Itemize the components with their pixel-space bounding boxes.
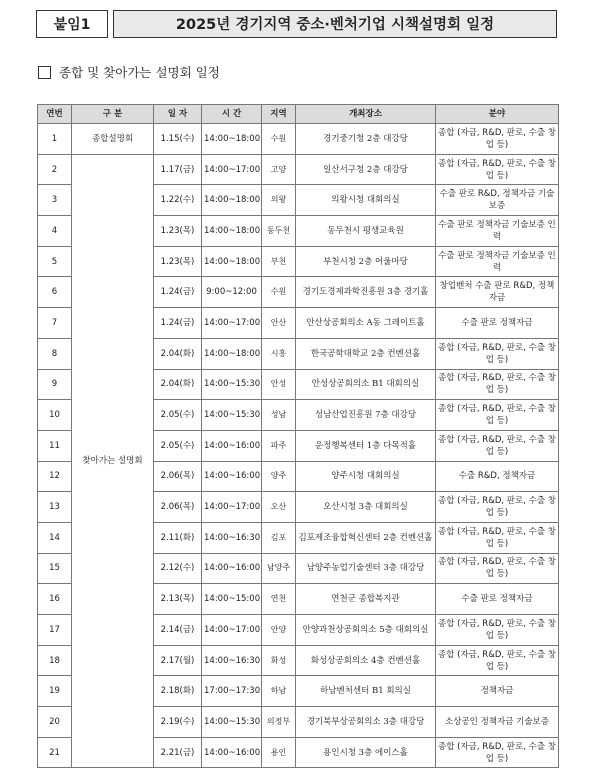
cell-date: 2.06(목) [154, 461, 202, 492]
cell-no: 2 [38, 154, 72, 185]
cell-area: 의왕 [262, 185, 296, 216]
cell-venue: 화성상공회의소 4층 컨벤션홀 [296, 645, 436, 676]
cell-field: 종합 (자금, R&D, 판로, 수출 창업 등) [436, 338, 559, 369]
cell-venue: 일산서구청 2층 대강당 [296, 154, 436, 185]
cell-no: 21 [38, 737, 72, 768]
cell-no: 12 [38, 461, 72, 492]
cell-no: 19 [38, 676, 72, 707]
cell-no: 8 [38, 338, 72, 369]
cell-area: 수원 [262, 124, 296, 155]
cell-field: 수출 판로 R&D, 정책자금 기술보증 [436, 185, 559, 216]
cell-field: 종합 (자금, R&D, 판로, 수출 창업 등) [436, 369, 559, 400]
cell-venue: 오산시청 3층 대회의실 [296, 492, 436, 523]
cell-time: 14:00~15:30 [202, 400, 262, 431]
cell-area: 남양주 [262, 553, 296, 584]
cell-venue: 안산상공회의소 A동 그레이트홀 [296, 308, 436, 339]
cell-field: 종합 (자금, R&D, 판로, 수출 창업 등) [436, 430, 559, 461]
cell-date: 2.04(화) [154, 338, 202, 369]
cell-venue: 연천군 종합복지관 [296, 584, 436, 615]
cell-no: 18 [38, 645, 72, 676]
cell-field: 정책자금 [436, 676, 559, 707]
cell-field: 종합 (자금, R&D, 판로, 수출 창업 등) [436, 400, 559, 431]
cell-no: 4 [38, 216, 72, 247]
cell-date: 2.18(화) [154, 676, 202, 707]
cell-date: 1.23(목) [154, 216, 202, 247]
cell-area: 성남 [262, 400, 296, 431]
cell-category: 종합설명회 [72, 124, 154, 155]
cell-time: 17:00~17:30 [202, 676, 262, 707]
cell-venue: 성남산업진흥원 7층 대강당 [296, 400, 436, 431]
cell-time: 14:00~17:00 [202, 154, 262, 185]
cell-no: 10 [38, 400, 72, 431]
cell-no: 1 [38, 124, 72, 155]
cell-time: 14:00~15:30 [202, 707, 262, 738]
cell-time: 14:00~16:00 [202, 737, 262, 768]
cell-venue: 용인시청 3층 에이스홀 [296, 737, 436, 768]
cell-no: 7 [38, 308, 72, 339]
cell-area: 안성 [262, 369, 296, 400]
cell-area: 오산 [262, 492, 296, 523]
cell-field: 종합 (자금, R&D, 판로, 수출 창업 등) [436, 154, 559, 185]
cell-field: 종합 (자금, R&D, 판로, 수출 창업 등) [436, 553, 559, 584]
cell-area: 고양 [262, 154, 296, 185]
cell-venue: 김포제조융합혁신센터 2층 컨벤션홀 [296, 522, 436, 553]
cell-date: 2.06(목) [154, 492, 202, 523]
cell-no: 9 [38, 369, 72, 400]
cell-field: 수출 판로 정책자금 [436, 584, 559, 615]
cell-time: 14:00~15:30 [202, 369, 262, 400]
cell-field: 종합 (자금, R&D, 판로, 수출 창업 등) [436, 522, 559, 553]
checkbox-square-icon [38, 66, 51, 79]
cell-venue: 경기북부상공회의소 3층 대강당 [296, 707, 436, 738]
cell-area: 하남 [262, 676, 296, 707]
cell-venue: 한국공학대학교 2층 컨벤션홀 [296, 338, 436, 369]
header-time: 시 간 [202, 105, 262, 124]
cell-date: 1.15(수) [154, 124, 202, 155]
cell-date: 2.13(목) [154, 584, 202, 615]
cell-venue: 남양주농업기술센터 3층 대강당 [296, 553, 436, 584]
table-row [38, 154, 559, 185]
cell-date: 1.24(금) [154, 277, 202, 308]
cell-field: 수출 판로 정책자금 기술보증 인력 [436, 216, 559, 247]
cell-venue: 경기도경제과학진흥원 3층 경기홀 [296, 277, 436, 308]
cell-no: 15 [38, 553, 72, 584]
cell-area: 김포 [262, 522, 296, 553]
header-field: 분야 [436, 105, 559, 124]
cell-no: 20 [38, 707, 72, 738]
cell-time: 14:00~18:00 [202, 246, 262, 277]
cell-date: 2.11(화) [154, 522, 202, 553]
cell-venue: 안양과천상공회의소 5층 대회의실 [296, 615, 436, 646]
cell-date: 2.04(화) [154, 369, 202, 400]
cell-no: 11 [38, 430, 72, 461]
cell-time: 14:00~18:00 [202, 124, 262, 155]
cell-area: 부천 [262, 246, 296, 277]
cell-date: 1.17(금) [154, 154, 202, 185]
cell-time: 14:00~17:00 [202, 492, 262, 523]
cell-field: 수출 판로 정책자금 [436, 308, 559, 339]
cell-no: 14 [38, 522, 72, 553]
document-title: 2025년 경기지역 중소·벤처기업 시책설명회 일정 [113, 10, 557, 38]
header-category: 구 분 [72, 105, 154, 124]
cell-time: 14:00~18:00 [202, 185, 262, 216]
cell-venue: 의왕시청 대회의실 [296, 185, 436, 216]
cell-area: 용인 [262, 737, 296, 768]
section-title: 종합 및 찾아가는 설명회 일정 [59, 65, 220, 80]
cell-field: 소상공인 정책자금 기술보증 [436, 707, 559, 738]
cell-date: 2.05(수) [154, 430, 202, 461]
cell-area: 양주 [262, 461, 296, 492]
cell-no: 5 [38, 246, 72, 277]
cell-no: 6 [38, 277, 72, 308]
cell-venue: 하남벤처센터 B1 회의실 [296, 676, 436, 707]
schedule-table [37, 104, 559, 768]
cell-time: 14:00~17:00 [202, 615, 262, 646]
cell-time: 14:00~17:00 [202, 308, 262, 339]
cell-field: 종합 (자금, R&D, 판로, 수출 창업 등) [436, 492, 559, 523]
attachment-tag: 붙임1 [36, 10, 108, 38]
cell-venue: 양주시청 대회의실 [296, 461, 436, 492]
cell-time: 9:00~12:00 [202, 277, 262, 308]
cell-area: 동두천 [262, 216, 296, 247]
cell-field: 종합 (자금, R&D, 판로, 수출 창업 등) [436, 124, 559, 155]
cell-time: 14:00~18:00 [202, 216, 262, 247]
table-row [38, 124, 559, 155]
cell-date: 1.22(수) [154, 185, 202, 216]
cell-field: 수출 R&D, 정책자금 [436, 461, 559, 492]
cell-area: 시흥 [262, 338, 296, 369]
cell-time: 14:00~18:00 [202, 338, 262, 369]
cell-time: 14:00~16:00 [202, 461, 262, 492]
cell-area: 의정부 [262, 707, 296, 738]
cell-venue: 운정행복센터 1층 다목적홀 [296, 430, 436, 461]
cell-category: 찾아가는 설명회 [72, 154, 154, 768]
cell-date: 2.12(수) [154, 553, 202, 584]
cell-no: 17 [38, 615, 72, 646]
cell-venue: 안성상공회의소 B1 대회의실 [296, 369, 436, 400]
header-area: 지역 [262, 105, 296, 124]
cell-venue: 동두천시 평생교육원 [296, 216, 436, 247]
cell-time: 14:00~16:00 [202, 430, 262, 461]
cell-field: 종합 (자금, R&D, 판로, 수출 창업 등) [436, 645, 559, 676]
cell-area: 수원 [262, 277, 296, 308]
cell-date: 1.23(목) [154, 246, 202, 277]
cell-date: 2.14(금) [154, 615, 202, 646]
cell-no: 16 [38, 584, 72, 615]
cell-date: 2.19(수) [154, 707, 202, 738]
cell-venue: 경기중기청 2층 대강당 [296, 124, 436, 155]
cell-area: 안산 [262, 308, 296, 339]
cell-date: 2.05(수) [154, 400, 202, 431]
cell-area: 안양 [262, 615, 296, 646]
cell-area: 연천 [262, 584, 296, 615]
cell-field: 수출 판로 정책자금 기술보증 인력 [436, 246, 559, 277]
cell-time: 14:00~16:30 [202, 645, 262, 676]
cell-date: 2.17(월) [154, 645, 202, 676]
cell-time: 14:00~16:00 [202, 553, 262, 584]
cell-no: 3 [38, 185, 72, 216]
header-no: 연번 [38, 105, 72, 124]
cell-venue: 부천시청 2층 어울마당 [296, 246, 436, 277]
cell-field: 창업벤처 수출 판로 R&D, 정책자금 [436, 277, 559, 308]
header-date: 일 자 [154, 105, 202, 124]
header-venue: 개최장소 [296, 105, 436, 124]
cell-area: 화성 [262, 645, 296, 676]
cell-field: 종합 (자금, R&D, 판로, 수출 창업 등) [436, 615, 559, 646]
cell-field: 종합 (자금, R&D, 판로, 수출 창업 등) [436, 737, 559, 768]
cell-area: 파주 [262, 430, 296, 461]
cell-date: 1.24(금) [154, 308, 202, 339]
cell-date: 2.21(금) [154, 737, 202, 768]
cell-time: 14:00~16:30 [202, 522, 262, 553]
table-header-row [38, 105, 559, 124]
cell-time: 14:00~15:00 [202, 584, 262, 615]
cell-no: 13 [38, 492, 72, 523]
section-heading [38, 63, 220, 81]
